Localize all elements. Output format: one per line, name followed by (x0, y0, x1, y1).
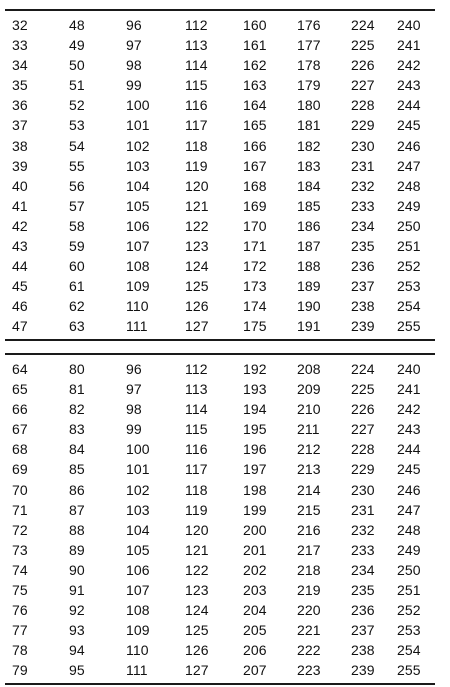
table-cell: 115 (185, 77, 208, 94)
table-cell: 127 (185, 662, 209, 679)
table-cell: 108 (126, 602, 150, 619)
table-cell: 235 (351, 238, 375, 255)
table-cell: 163 (243, 77, 267, 94)
table-cell: 181 (297, 117, 321, 134)
table-cell: 108 (126, 258, 150, 275)
table-cell: 206 (243, 642, 267, 659)
table-cell: 40 (12, 177, 28, 194)
table-cell: 86 (69, 481, 85, 498)
table-cell: 182 (297, 137, 321, 154)
table-cell: 100 (126, 97, 150, 114)
table-row (5, 640, 435, 660)
table-cell: 79 (12, 662, 28, 679)
table-cell: 250 (397, 561, 421, 578)
table-cell: 248 (397, 177, 421, 194)
table-cell: 175 (243, 318, 267, 335)
table-cell: 218 (297, 561, 321, 578)
table-row (5, 55, 435, 75)
table-cell: 176 (297, 17, 321, 33)
table-row (5, 276, 435, 296)
table-cell: 69 (12, 461, 28, 478)
table-cell: 101 (126, 461, 150, 478)
table-row (5, 399, 435, 419)
table-cell: 85 (69, 461, 85, 478)
table-cell: 42 (12, 217, 28, 234)
table-cell: 104 (126, 177, 150, 194)
table-cell: 123 (185, 582, 209, 599)
table-cell: 195 (243, 421, 267, 438)
table-cell: 223 (297, 662, 321, 679)
table-row (5, 620, 435, 640)
table-cell: 38 (12, 137, 28, 154)
table-cell: 224 (351, 361, 375, 377)
table-cell: 122 (185, 561, 209, 578)
table-1-body (5, 11, 435, 339)
table-cell: 106 (126, 561, 150, 578)
table-cell: 70 (12, 481, 28, 498)
table-cell: 194 (243, 401, 267, 418)
table-cell: 33 (12, 37, 28, 54)
table-cell: 82 (69, 401, 85, 418)
table-cell: 242 (397, 57, 421, 74)
table-cell: 36 (12, 97, 28, 114)
table-row (5, 216, 435, 236)
table-cell: 122 (185, 217, 209, 234)
table-cell: 252 (397, 602, 421, 619)
table-cell: 191 (297, 318, 321, 335)
table-cell: 233 (351, 197, 375, 214)
table-row (5, 500, 435, 520)
table-cell: 188 (297, 258, 321, 275)
table-cell: 240 (397, 17, 421, 33)
table-cell: 125 (185, 622, 209, 639)
table-cell: 121 (185, 197, 209, 214)
table-cell: 187 (297, 238, 321, 255)
table-cell: 107 (126, 582, 150, 599)
table-cell: 255 (397, 318, 421, 335)
table-cell: 165 (243, 117, 267, 134)
table-cell: 164 (243, 97, 267, 114)
table-cell: 184 (297, 177, 321, 194)
table-cell: 103 (126, 501, 150, 518)
table-cell: 215 (297, 501, 321, 518)
table-cell: 235 (351, 582, 375, 599)
table-cell: 50 (69, 57, 85, 74)
table-cell: 109 (126, 622, 150, 639)
table-cell: 110 (126, 642, 149, 659)
table-cell: 47 (12, 318, 28, 335)
table-cell: 249 (397, 197, 421, 214)
table-cell: 57 (69, 197, 85, 214)
table-cell: 192 (243, 361, 267, 377)
table-cell: 161 (243, 37, 267, 54)
table-cell: 213 (297, 461, 321, 478)
table-cell: 224 (351, 17, 375, 33)
table-cell: 168 (243, 177, 267, 194)
table-cell: 117 (185, 461, 208, 478)
table-cell: 243 (397, 77, 421, 94)
table-cell: 186 (297, 217, 321, 234)
table-cell: 198 (243, 481, 267, 498)
table-cell: 240 (397, 361, 421, 377)
table-cell: 96 (126, 17, 142, 33)
table-cell: 120 (185, 521, 209, 538)
table-cell: 119 (185, 501, 208, 518)
table-cell: 78 (12, 642, 28, 659)
table-cell: 109 (126, 278, 150, 295)
table-2-body (5, 355, 435, 683)
table-cell: 44 (12, 258, 28, 275)
table-cell: 124 (185, 602, 209, 619)
table-cell: 228 (351, 97, 375, 114)
table-cell: 177 (297, 37, 321, 54)
table-cell: 34 (12, 57, 28, 74)
table-cell: 204 (243, 602, 267, 619)
table-cell: 125 (185, 278, 209, 295)
table-cell: 196 (243, 441, 267, 458)
table-cell: 254 (397, 298, 421, 315)
table-cell: 94 (69, 642, 85, 659)
table-cell: 93 (69, 622, 85, 639)
table-cell: 183 (297, 157, 321, 174)
table-cell: 91 (69, 582, 85, 599)
table-cell: 116 (185, 441, 208, 458)
table-cell: 241 (397, 37, 421, 54)
table-cell: 229 (351, 461, 375, 478)
table-cell: 73 (12, 541, 28, 558)
table-cell: 105 (126, 197, 150, 214)
table-cell: 68 (12, 441, 28, 458)
table-row (5, 75, 435, 95)
table-cell: 51 (69, 77, 85, 94)
table-cell: 172 (243, 258, 267, 275)
table-cell: 245 (397, 461, 421, 478)
table-cell: 87 (69, 501, 85, 518)
table-row (5, 35, 435, 55)
table-cell: 160 (243, 17, 267, 33)
table-cell: 170 (243, 217, 267, 234)
table-cell: 252 (397, 258, 421, 275)
table-cell: 126 (185, 642, 209, 659)
table-cell: 233 (351, 541, 375, 558)
table-cell: 166 (243, 137, 267, 154)
table-cell: 221 (297, 622, 321, 639)
table-cell: 247 (397, 157, 421, 174)
table-cell: 242 (397, 401, 421, 418)
table-row (5, 480, 435, 500)
table-cell: 118 (185, 137, 208, 154)
table-cell: 200 (243, 521, 267, 538)
table-cell: 248 (397, 521, 421, 538)
table-cell: 56 (69, 177, 85, 194)
table-cell: 199 (243, 501, 267, 518)
table-cell: 246 (397, 137, 421, 154)
table-cell: 102 (126, 481, 150, 498)
number-table-2 (5, 353, 435, 685)
table-cell: 255 (397, 662, 421, 679)
table-cell: 103 (126, 157, 150, 174)
table-cell: 101 (126, 117, 150, 134)
table-cell: 243 (397, 421, 421, 438)
table-cell: 244 (397, 97, 421, 114)
table-cell: 214 (297, 481, 321, 498)
table-cell: 76 (12, 602, 28, 619)
table-cell: 225 (351, 381, 375, 398)
table-cell: 113 (185, 381, 208, 398)
table-row (5, 600, 435, 620)
table-row (5, 660, 435, 680)
table-cell: 207 (243, 662, 267, 679)
table-cell: 74 (12, 561, 28, 578)
table-row (5, 520, 435, 540)
table-cell: 120 (185, 177, 209, 194)
table-cell: 100 (126, 441, 150, 458)
table-cell: 95 (69, 662, 85, 679)
table-row (5, 196, 435, 216)
table-cell: 237 (351, 622, 375, 639)
table-cell: 112 (185, 361, 208, 377)
table-cell: 254 (397, 642, 421, 659)
table-cell: 234 (351, 561, 375, 578)
table-cell: 98 (126, 401, 142, 418)
table-cell: 237 (351, 278, 375, 295)
table-cell: 202 (243, 561, 267, 578)
table-cell: 226 (351, 401, 375, 418)
table-cell: 84 (69, 441, 85, 458)
table-cell: 83 (69, 421, 85, 438)
table-cell: 54 (69, 137, 85, 154)
table-cell: 231 (351, 501, 375, 518)
table-cell: 241 (397, 381, 421, 398)
table-cell: 251 (397, 238, 421, 255)
table-cell: 190 (297, 298, 321, 315)
table-1-bottom-rule (5, 339, 435, 341)
number-table-1 (5, 9, 435, 341)
table-cell: 227 (351, 421, 375, 438)
table-cell: 179 (297, 77, 321, 94)
table-cell: 244 (397, 441, 421, 458)
table-cell: 75 (12, 582, 28, 599)
table-cell: 250 (397, 217, 421, 234)
table-cell: 32 (12, 17, 28, 33)
table-cell: 60 (69, 258, 85, 275)
table-cell: 111 (126, 318, 148, 335)
table-cell: 114 (185, 57, 208, 74)
table-cell: 39 (12, 157, 28, 174)
table-cell: 247 (397, 501, 421, 518)
table-cell: 227 (351, 77, 375, 94)
table-row (5, 136, 435, 156)
table-cell: 193 (243, 381, 267, 398)
table-cell: 89 (69, 541, 85, 558)
table-cell: 98 (126, 57, 142, 74)
table-cell: 185 (297, 197, 321, 214)
table-cell: 216 (297, 521, 321, 538)
table-cell: 117 (185, 117, 208, 134)
table-cell: 115 (185, 421, 208, 438)
table-cell: 217 (297, 541, 321, 558)
table-cell: 231 (351, 157, 375, 174)
table-cell: 81 (69, 381, 85, 398)
table-2-bottom-rule (5, 683, 435, 685)
table-cell: 99 (126, 421, 142, 438)
table-cell: 236 (351, 258, 375, 275)
table-cell: 49 (69, 37, 85, 54)
table-row (5, 256, 435, 276)
table-cell: 124 (185, 258, 209, 275)
table-cell: 52 (69, 97, 85, 114)
table-cell: 197 (243, 461, 267, 478)
table-cell: 226 (351, 57, 375, 74)
table-cell: 127 (185, 318, 209, 335)
table-cell: 58 (69, 217, 85, 234)
table-cell: 178 (297, 57, 321, 74)
table-cell: 174 (243, 298, 267, 315)
table-row (5, 156, 435, 176)
table-cell: 63 (69, 318, 85, 335)
table-cell: 232 (351, 521, 375, 538)
table-cell: 118 (185, 481, 208, 498)
table-row (5, 15, 435, 35)
table-cell: 253 (397, 278, 421, 295)
table-cell: 162 (243, 57, 267, 74)
table-cell: 253 (397, 622, 421, 639)
table-cell: 66 (12, 401, 28, 418)
table-cell: 35 (12, 77, 28, 94)
table-cell: 71 (12, 501, 28, 518)
table-cell: 112 (185, 17, 208, 33)
table-cell: 97 (126, 37, 142, 54)
table-cell: 107 (126, 238, 150, 255)
table-cell: 65 (12, 381, 28, 398)
table-cell: 230 (351, 137, 375, 154)
table-cell: 222 (297, 642, 321, 659)
table-row (5, 296, 435, 316)
table-row (5, 359, 435, 379)
table-cell: 171 (243, 238, 267, 255)
table-cell: 238 (351, 642, 375, 659)
table-cell: 64 (12, 361, 28, 377)
table-row (5, 580, 435, 600)
table-cell: 104 (126, 521, 150, 538)
table-cell: 99 (126, 77, 142, 94)
table-row (5, 115, 435, 135)
table-cell: 180 (297, 97, 321, 114)
table-cell: 80 (69, 361, 85, 377)
table-cell: 121 (185, 541, 209, 558)
table-cell: 220 (297, 602, 321, 619)
table-cell: 236 (351, 602, 375, 619)
table-cell: 61 (69, 278, 85, 295)
table-cell: 48 (69, 17, 85, 33)
table-cell: 210 (297, 401, 321, 418)
table-cell: 173 (243, 278, 267, 295)
table-cell: 72 (12, 521, 28, 538)
table-row (5, 419, 435, 439)
table-cell: 212 (297, 441, 321, 458)
table-cell: 232 (351, 177, 375, 194)
table-cell: 111 (126, 662, 148, 679)
table-cell: 77 (12, 622, 28, 639)
table-row (5, 560, 435, 580)
table-row (5, 176, 435, 196)
table-cell: 230 (351, 481, 375, 498)
table-row (5, 540, 435, 560)
table-row (5, 439, 435, 459)
table-cell: 88 (69, 521, 85, 538)
table-cell: 167 (243, 157, 267, 174)
table-cell: 110 (126, 298, 149, 315)
table-cell: 211 (297, 421, 320, 438)
table-cell: 245 (397, 117, 421, 134)
table-cell: 249 (397, 541, 421, 558)
table-cell: 43 (12, 238, 28, 255)
table-cell: 97 (126, 381, 142, 398)
table-row (5, 379, 435, 399)
table-cell: 90 (69, 561, 85, 578)
table-cell: 126 (185, 298, 209, 315)
table-cell: 229 (351, 117, 375, 134)
table-row (5, 95, 435, 115)
table-cell: 234 (351, 217, 375, 234)
table-cell: 59 (69, 238, 85, 255)
table-row (5, 316, 435, 336)
table-cell: 45 (12, 278, 28, 295)
table-cell: 201 (243, 541, 267, 558)
table-cell: 55 (69, 157, 85, 174)
table-cell: 105 (126, 541, 150, 558)
table-cell: 208 (297, 361, 321, 377)
table-cell: 96 (126, 361, 142, 377)
table-cell: 114 (185, 401, 208, 418)
table-row (5, 459, 435, 479)
table-cell: 246 (397, 481, 421, 498)
table-cell: 203 (243, 582, 267, 599)
table-cell: 102 (126, 137, 150, 154)
table-cell: 37 (12, 117, 28, 134)
table-cell: 228 (351, 441, 375, 458)
table-cell: 123 (185, 238, 209, 255)
table-cell: 238 (351, 298, 375, 315)
table-cell: 116 (185, 97, 208, 114)
table-cell: 239 (351, 662, 375, 679)
table-cell: 53 (69, 117, 85, 134)
table-cell: 106 (126, 217, 150, 234)
table-cell: 46 (12, 298, 28, 315)
table-cell: 62 (69, 298, 85, 315)
table-cell: 92 (69, 602, 85, 619)
table-cell: 239 (351, 318, 375, 335)
table-cell: 225 (351, 37, 375, 54)
table-cell: 169 (243, 197, 267, 214)
table-cell: 189 (297, 278, 321, 295)
table-cell: 41 (12, 197, 28, 214)
table-cell: 251 (397, 582, 421, 599)
table-cell: 67 (12, 421, 28, 438)
table-cell: 209 (297, 381, 321, 398)
table-cell: 205 (243, 622, 267, 639)
table-cell: 119 (185, 157, 208, 174)
table-cell: 113 (185, 37, 208, 54)
table-row (5, 236, 435, 256)
table-cell: 219 (297, 582, 321, 599)
